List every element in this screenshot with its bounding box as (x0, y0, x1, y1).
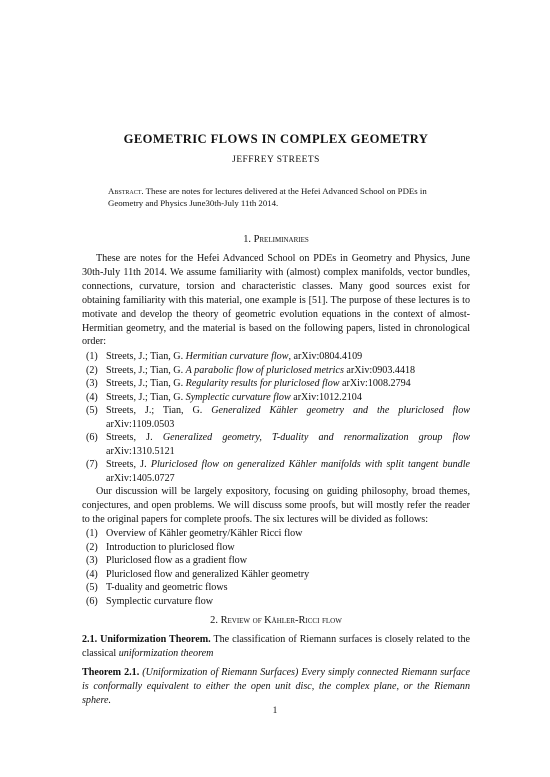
lecture-item: (1) Overview of Kähler geometry/Kähler Ricci flow (86, 528, 303, 540)
section-1-number: 1. (243, 234, 251, 245)
subsection-2-1-text: The classification of Riemann surfaces is closely related to the classical (82, 633, 470, 659)
paper-item: (2) Streets, J.; Tian, G. A parabolic flow of pluriclosed metrics arXiv:0903.4418 (86, 364, 416, 376)
abstract-text: These are notes for lectures delivered at the Hefei Advanced School on PDEs in Geometry and Physics June30th-July 11th 2014. (108, 186, 427, 208)
subsection-2-1-title: Uniformization Theorem. (100, 633, 211, 645)
section-1-discussion: Our discussion will be largely expository, focusing on guiding philosophy, broad themes, conjectures, and open problems. We will discuss some proofs, but will mostly refer the reader to the original papers for complete proofs. The six lectures will be divided as follows: (82, 486, 470, 526)
paper-item: (4) Streets, J.; Tian, G. Symplectic curvature flow arXiv:1012.2104 (86, 391, 362, 403)
lecture-item: (5) T-duality and geometric flows (86, 582, 228, 594)
abstract (108, 185, 448, 209)
section-1-body (82, 252, 470, 708)
paper-item: (6) Streets, J. Generalized geometry, T-duality and renormalization group flow arXiv:1310.5121 (86, 432, 470, 457)
subsection-2-1 (82, 633, 470, 661)
paper-list (82, 350, 470, 485)
lecture-item: (2) Introduction to pluriclosed flow (86, 541, 235, 553)
lecture-list (82, 527, 470, 608)
paper-item: (7) Streets, J. Pluriclosed flow on generalized Kähler manifolds with split tangent bundle arXiv:1405.0727 (86, 459, 470, 484)
section-1-intro: These are notes for the Hefei Advanced School on PDEs in Geometry and Physics, June 30th-July 11th 2014. We assume familiarity with (almost) complex manifolds, vector bundles, connections, curvature, torsion and characteristic classes. Many good sources exist for obtaining familiarity with this material, one example is [51]. The purpose of these lectures is to motivate and develop the theory of geometric evolution equations in the context of almost-Hermitian geometry, and the material is based on the following papers, listed in chronological order: (82, 253, 470, 348)
paper-title: GEOMETRIC FLOWS IN COMPLEX GEOMETRY (123, 132, 429, 146)
section-2-title: Review of Kähler-Ricci flow (220, 615, 342, 627)
paper-item: (5) Streets, J.; Tian, G. Generalized Kähler geometry and the pluriclosed flow arXiv:1109.0503 (86, 405, 470, 430)
section-1-title: Preliminaries (253, 234, 309, 245)
section-2-heading (82, 614, 470, 628)
subsection-2-1-emphasis: uniformization theorem (118, 647, 214, 659)
lecture-item: (3) Pluriclosed flow as a gradient flow (86, 555, 247, 567)
author-name: JEFFREY STREETS (232, 155, 320, 165)
subsection-2-1-number: 2.1. (82, 633, 98, 645)
theorem-label: Theorem 2.1. (82, 666, 140, 678)
theorem-2-1 (82, 666, 470, 708)
lecture-item: (4) Pluriclosed flow and generalized Kähler geometry (86, 568, 310, 580)
abstract-label: Abstract. (108, 186, 144, 196)
lecture-item: (6) Symplectic curvature flow (86, 595, 214, 607)
theorem-text: (Uniformization of Riemann Surfaces) Every simply connected Riemann surface is conformally equivalent to either the open unit disc, the complex plane, or the Riemann sphere. (82, 666, 470, 706)
page-number: 1 (272, 706, 278, 716)
paper-item: (1) Streets, J.; Tian, G. Hermitian curvature flow, arXiv:0804.4109 (86, 351, 363, 363)
paper-item: (3) Streets, J.; Tian, G. Regularity results for pluriclosed flow arXiv:1008.2794 (86, 378, 411, 390)
section-1-heading (82, 234, 470, 245)
section-2-number: 2. (210, 615, 218, 627)
